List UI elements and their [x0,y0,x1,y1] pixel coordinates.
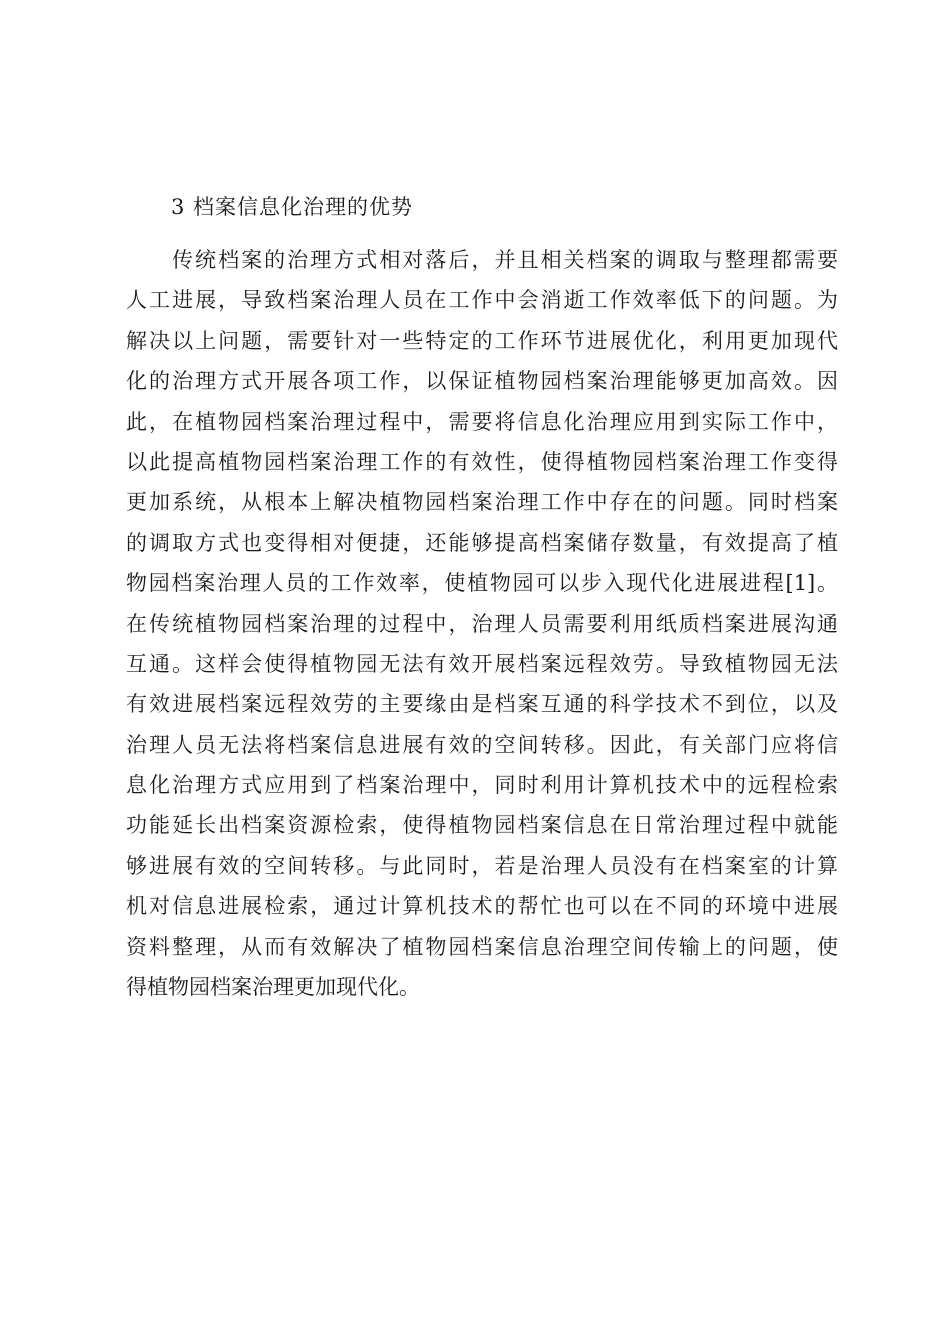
paragraph-line: 功能延长出档案资源检索，使得植物园档案信息在日常治理过程中就能 [126,813,838,838]
paragraph-line: 解决以上问题，需要针对一些特定的工作环节进展优化，利用更加现代 [126,328,838,353]
paragraph-line: 在传统植物园档案治理的过程中，治理人员需要利用纸质档案进展沟通 [126,611,838,636]
paragraph-line: 互通。这样会使得植物园无法有效开展档案远程效劳。导致植物园无法 [126,651,838,676]
paragraph-line: 得植物园档案治理更加现代化。 [126,975,420,1000]
paragraph-line: 化的治理方式开展各项工作，以保证植物园档案治理能够更加高效。因 [126,369,838,394]
paragraph-line: 息化治理方式应用到了档案治理中，同时利用计算机技术中的远程检索 [126,773,838,798]
paragraph-line: 资料整理，从而有效解决了植物园档案信息治理空间传输上的问题，使 [126,934,838,959]
paragraph-line: 人工进展，导致档案治理人员在工作中会消逝工作效率低下的问题。为 [126,288,838,313]
paragraph-line: 有效进展档案远程效劳的主要缘由是档案互通的科学技术不到位，以及 [126,692,838,717]
paragraph-line: 更加系统，从根本上解决植物园档案治理工作中存在的问题。同时档案 [126,490,838,515]
paragraph-line: 够进展有效的空间转移。与此同时，若是治理人员没有在档案室的计算 [126,853,838,878]
paragraph-line: 治理人员无法将档案信息进展有效的空间转移。因此，有关部门应将信 [126,732,838,757]
paragraph-line: 此，在植物园档案治理过程中，需要将信息化治理应用到实际工作中， [126,409,838,434]
paragraph-line: 传统档案的治理方式相对落后，并且相关档案的调取与整理都需要 [172,248,838,272]
body-paragraph [126,240,838,1007]
paragraph-line: 以此提高植物园档案治理工作的有效性，使得植物园档案治理工作变得 [126,449,838,474]
paragraph-line: 的调取方式也变得相对便捷，还能够提高档案储存数量，有效提高了植 [126,530,838,555]
section-heading: 3 档案信息化治理的优势 [171,195,414,219]
paragraph-line: 物园档案治理人员的工作效率，使植物园可以步入现代化进展进程[1]。 [126,571,838,596]
paragraph-line: 机对信息进展检索，通过计算机技术的帮忙也可以在不同的环境中进展 [126,894,838,919]
